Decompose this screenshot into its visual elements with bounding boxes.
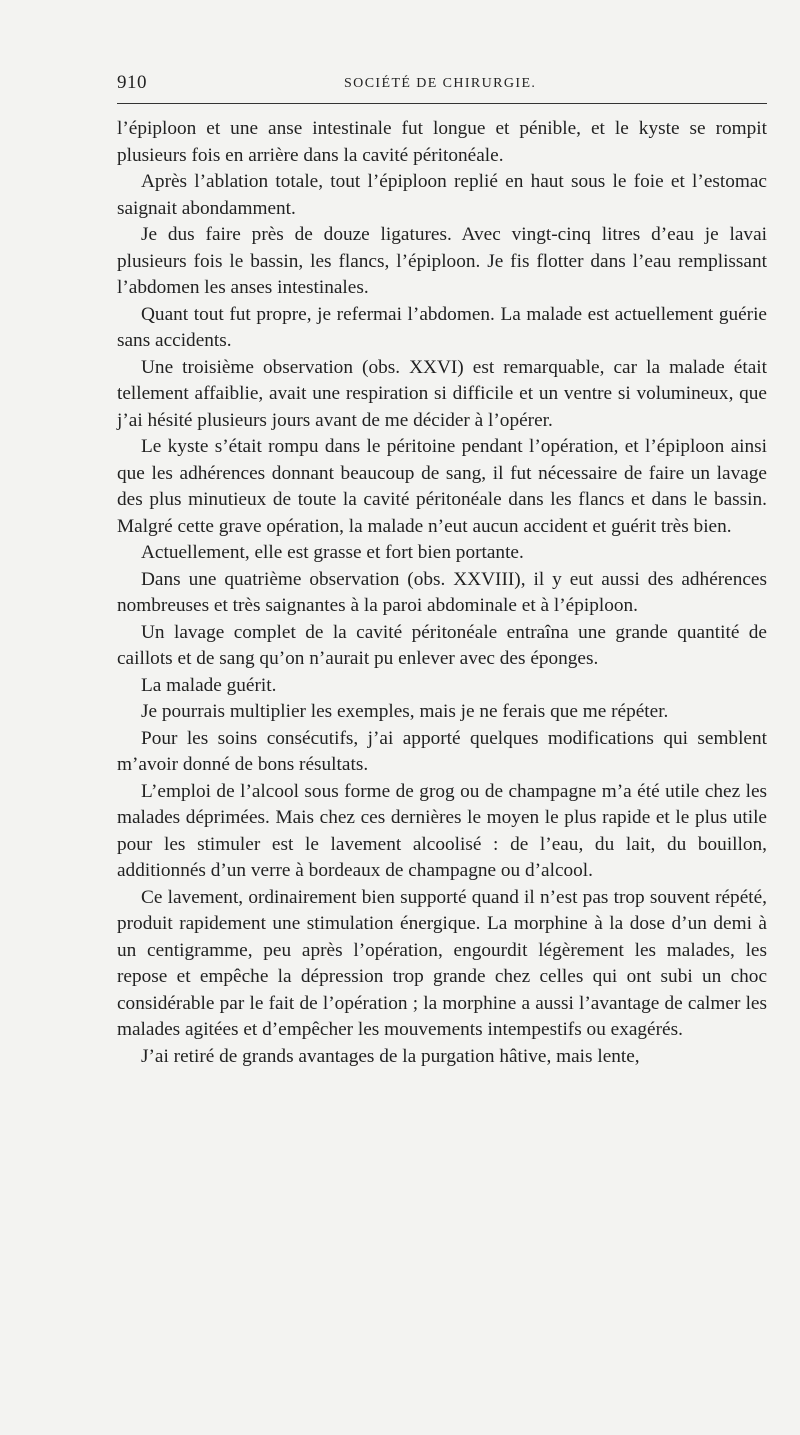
paragraph: Une troisième observation (obs. XXVI) est remarquable, car la malade était tellement affaiblie, avait une respiration si difficile et un ventre si volumineux, que j’ai hésité plusieurs jours avant de me décider à l’opérer.	[117, 356, 767, 431]
paragraph: Pour les soins consécutifs, j’ai apporté quelques modifications qui semblent m’avoir donné de bons résultats.	[117, 727, 767, 775]
paragraph: Après l’ablation totale, tout l’épiploon replié en haut sous le foie et l’estomac saignait abondamment.	[117, 171, 767, 219]
running-title: SOCIÉTÉ DE CHIRURGIE.	[344, 76, 537, 91]
paragraph: Quant tout fut propre, je refermai l’abdomen. La malade est actuellement guérie sans accidents.	[117, 303, 767, 351]
paragraph: La malade guérit.	[141, 674, 277, 696]
page-number: 910	[117, 72, 147, 93]
paragraph: Ce lavement, ordinairement bien supporté quand il n’est pas trop souvent répété, produit rapidement une stimulation énergique. La morphine à la dose d’un demi à un centigramme, peu après l’opération, engourdit légèrement les malades, les repose et empêche la dépression trop grande chez celles qui ont subi un choc considérable par le fait de l’opération ; la morphine a aussi l’avantage de calmer les malades agitées et d’empêcher les mouvements intempestifs ou exagérés.	[117, 886, 767, 1040]
paragraph: Le kyste s’était rompu dans le péritoine pendant l’opération, et l’épiploon ainsi que les adhérences donnant beaucoup de sang, il fut nécessaire de faire un lavage des plus minutieux de toute la cavité péritonéale dans les flancs et dans le bassin. Malgré cette grave opération, la malade n’eut aucun accident et guérit très bien.	[117, 436, 767, 537]
paragraph: J’ai retiré de grands avantages de la purgation hâtive, mais lente,	[141, 1045, 640, 1067]
header-rule	[117, 103, 767, 104]
paragraph: Actuellement, elle est grasse et fort bien portante.	[141, 542, 524, 563]
paragraph: Je dus faire près de douze ligatures. Avec vingt-cinq litres d’eau je lavai plusieurs fois le bassin, les flancs, l’épiploon. Je fis flotter dans l’eau remplissant l’abdomen les anses intestinales.	[117, 224, 767, 298]
page-header	[117, 68, 767, 98]
paragraph: l’épiploon et une anse intestinale fut longue et pénible, et le kyste se rompit plusieurs fois en arrière dans la cavité péritonéale.	[117, 118, 767, 166]
paragraph: Dans une quatrième observation (obs. XXVIII), il y eut aussi des adhérences nombreuses et très saignantes à la paroi abdominale et à l’épiploon.	[117, 568, 767, 616]
body-text	[117, 116, 767, 1070]
paragraph: L’emploi de l’alcool sous forme de grog ou de champagne m’a été utile chez les malades déprimées. Mais chez ces dernières le moyen le plus rapide et le plus utile pour les stimuler est le lavement alcoolisé : de l’eau, du lait, du bouillon, additionnés d’un verre à bordeaux de champagne ou d’alcool.	[117, 780, 767, 881]
paragraph: Je pourrais multiplier les exemples, mais je ne ferais que me répéter.	[141, 701, 669, 722]
paragraph: Un lavage complet de la cavité péritonéale entraîna une grande quantité de caillots et de sang qu’on n’aurait pu enlever avec des éponges.	[117, 621, 767, 669]
